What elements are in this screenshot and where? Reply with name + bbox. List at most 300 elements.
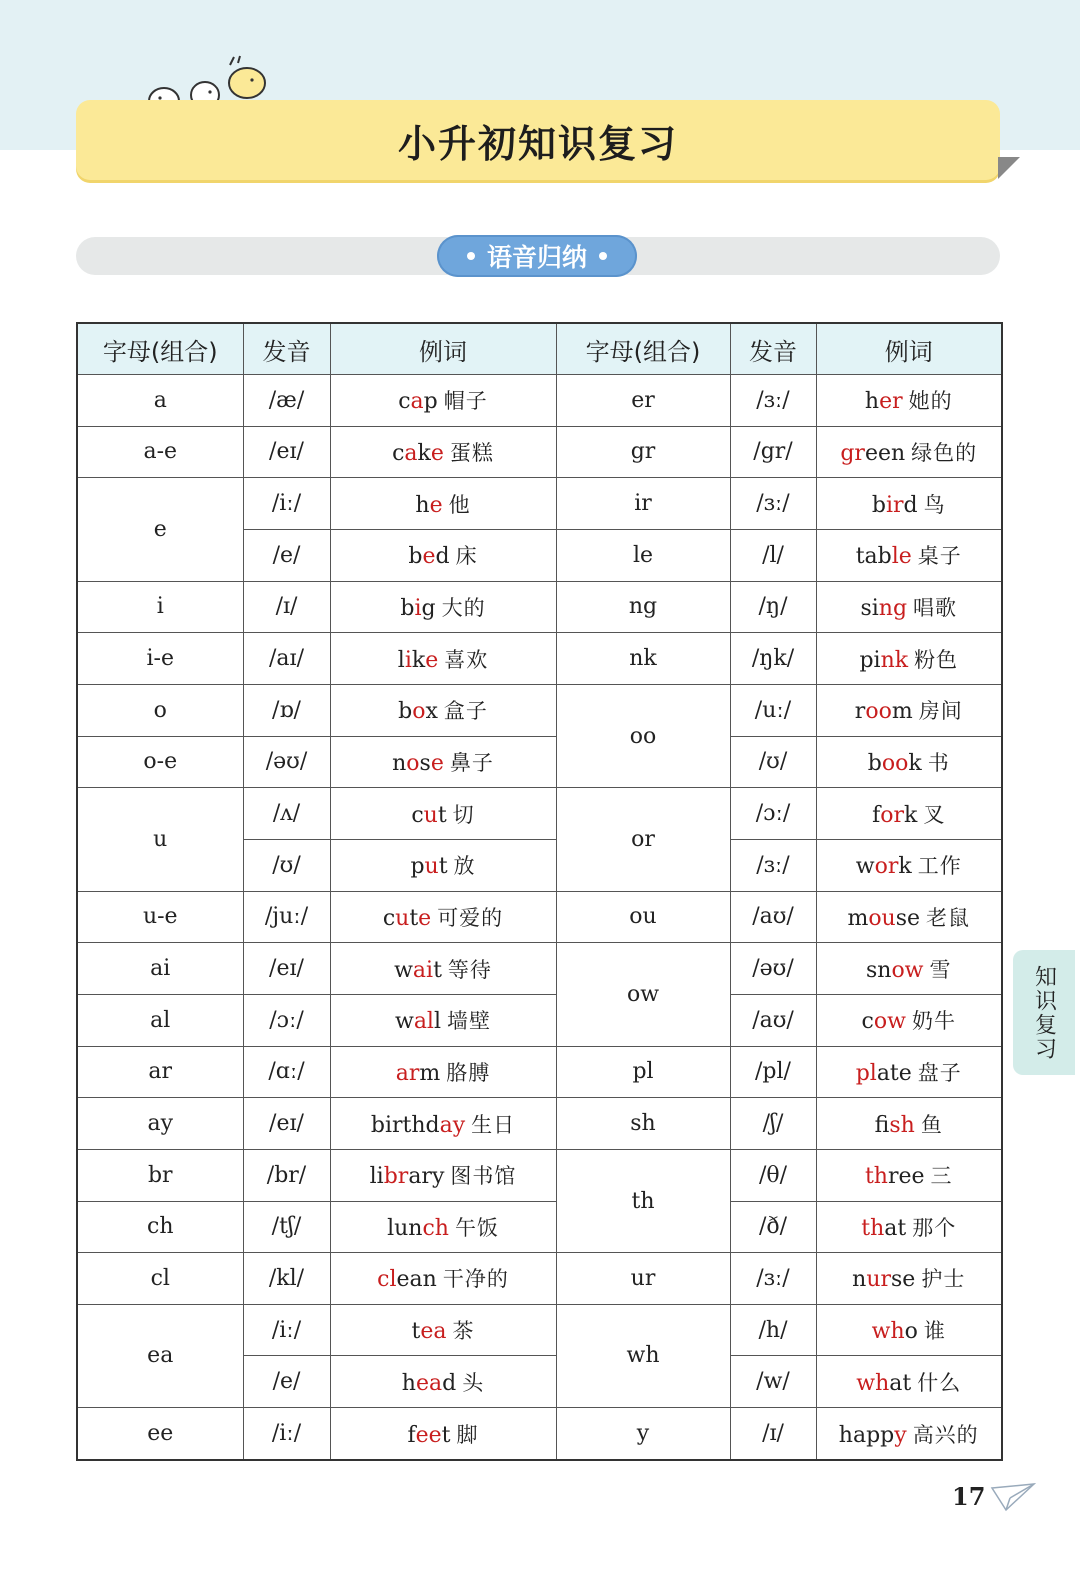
word-part: s [419,750,431,776]
example-word-cell [816,1408,1002,1460]
word-highlight: e [430,750,444,776]
example-word-cell [816,1304,1002,1356]
word-translation: 工作 [917,854,962,879]
phonetic-cell: /eɪ/ [243,943,330,995]
table-row [77,1098,1002,1150]
phonetic-cell: /eɪ/ [243,1098,330,1150]
letter-cell: ay [77,1098,243,1150]
letter-cell: oo [556,684,730,787]
table-row [77,891,1002,943]
phonetic-cell: /e/ [243,529,330,581]
example-word-cell [816,839,1002,891]
banner-fold-corner [998,157,1020,179]
word-part: b [867,750,882,776]
word-highlight: ch [422,1215,449,1241]
table-row [77,788,1002,840]
example-word-cell [330,529,556,581]
phonetic-cell: /tʃ/ [243,1201,330,1253]
table-body [77,375,1002,1461]
example-word-cell [330,684,556,736]
word-part: t [409,905,419,931]
phonetic-cell: /ʊ/ [730,736,816,788]
word-part: r [854,699,866,725]
letter-cell: th [556,1149,730,1252]
word-highlight: wh [856,1370,890,1396]
word-part: d [903,492,918,518]
word-highlight: le [891,544,912,570]
word-highlight: ow [873,1009,906,1035]
phonetic-cell: /br/ [243,1149,330,1201]
word-part: c [861,1009,874,1035]
word-highlight: or [880,802,905,828]
column-header-sound: 发音 [243,323,330,375]
word-part: een [864,440,906,466]
word-translation: 午饭 [454,1215,499,1240]
example-word-cell [330,581,556,633]
word-part: sn [865,957,892,983]
word-part: t [438,854,448,880]
word-highlight: e [425,647,439,673]
word-part: c [392,440,405,466]
section-title-pill [437,235,637,277]
word-part: o [904,1319,918,1345]
table-row [77,1408,1002,1460]
letter-cell: ai [77,943,243,995]
word-part: ary [408,1164,445,1190]
word-part: h [401,1370,416,1396]
word-translation: 可爱的 [437,905,504,930]
table-row [77,1201,1002,1253]
phonetic-cell: /juː/ [243,891,330,943]
phonetic-cell: /eɪ/ [243,426,330,478]
word-translation: 高兴的 [912,1422,979,1447]
word-part: h [864,389,880,415]
word-translation: 鼻子 [449,750,494,775]
word-highlight: cl [377,1267,397,1293]
example-word-cell [816,943,1002,995]
word-part: ean [396,1267,437,1293]
word-highlight: ur [866,1267,892,1293]
example-word-cell [816,684,1002,736]
word-part: t [411,1319,421,1345]
word-highlight: u [424,854,439,880]
word-part: n [392,750,407,776]
word-part: b [400,595,415,621]
table-row [77,1149,1002,1201]
word-part: c [382,905,396,931]
word-translation: 书 [927,750,950,775]
word-highlight: th [864,1164,888,1190]
word-part: at [889,1370,912,1396]
word-part: se [891,1267,916,1293]
word-highlight: e [430,440,444,466]
word-part: k [898,854,912,880]
letter-cell: gr [556,426,730,478]
word-translation: 叉 [923,802,946,827]
letter-cell: u [77,788,243,891]
word-highlight: ir [885,492,904,518]
example-word-cell [330,1201,556,1253]
word-part: m [419,1060,441,1086]
example-word-cell [816,633,1002,685]
example-word-cell [816,1253,1002,1305]
word-part: d [442,1370,457,1396]
word-highlight: y [894,1422,907,1448]
word-translation: 干净的 [442,1267,509,1292]
word-highlight: gr [840,440,865,466]
letter-cell: i-e [77,633,243,685]
word-part: f [407,1422,416,1448]
phonetic-cell: /kl/ [243,1253,330,1305]
letter-cell: pl [556,1046,730,1098]
phonetic-cell: /ɔː/ [243,994,330,1046]
paper-plane-icon [990,1482,1036,1514]
example-word-cell [330,1253,556,1305]
word-translation: 脚 [456,1422,479,1447]
word-translation: 鸟 [923,492,946,517]
word-translation: 雪 [929,957,952,982]
example-word-cell [330,1098,556,1150]
word-part: b [871,492,886,518]
word-translation: 大的 [441,595,486,620]
phonetic-cell: /ɪ/ [243,581,330,633]
letter-cell: ow [556,943,730,1046]
word-translation: 什么 [917,1370,962,1395]
table-row [77,1304,1002,1356]
word-translation: 喜欢 [444,647,489,672]
word-part: m [847,905,869,931]
phonetic-cell: /ɔː/ [730,788,816,840]
example-word-cell [330,891,556,943]
table-row [77,994,1002,1046]
word-highlight: u [423,802,438,828]
table-row [77,581,1002,633]
word-part: se [895,905,921,931]
example-word-cell [816,1201,1002,1253]
word-highlight: ai [412,957,434,983]
letter-cell: cl [77,1253,243,1305]
word-part: x [425,699,438,725]
word-translation: 老鼠 [926,905,971,930]
word-highlight: oo [881,750,909,776]
word-part: h [415,492,430,518]
example-word-cell [330,478,556,530]
phonetic-cell: /e/ [243,1356,330,1408]
word-translation: 鱼 [920,1112,943,1137]
word-translation: 茶 [452,1319,475,1344]
letter-cell: i [77,581,243,633]
column-header-sound: 发音 [730,323,816,375]
phonetic-cell: /əʊ/ [730,943,816,995]
word-highlight: br [383,1164,409,1190]
example-word-cell [330,839,556,891]
word-part: ree [887,1164,925,1190]
word-part: k [411,647,426,673]
word-highlight: i [414,595,422,621]
side-tab [1013,950,1075,1075]
word-translation: 谁 [923,1319,946,1344]
letter-cell: al [77,994,243,1046]
example-word-cell [330,1304,556,1356]
example-word-cell [816,478,1002,530]
column-header-letter: 字母(组合) [556,323,730,375]
word-translation: 蛋糕 [449,440,494,465]
column-header-example: 例词 [816,323,1002,375]
phonetic-cell: /iː/ [243,1408,330,1460]
phonetic-cell: /ɑː/ [243,1046,330,1098]
word-translation: 三 [930,1164,953,1189]
word-translation: 墙壁 [447,1009,492,1034]
word-part: pi [859,647,881,673]
phonetic-cell: /iː/ [243,1304,330,1356]
word-translation: 盒子 [443,699,488,724]
word-translation: 放 [453,854,476,879]
example-word-cell [816,994,1002,1046]
letter-cell: ur [556,1253,730,1305]
word-highlight: th [861,1215,885,1241]
word-part: p [410,854,425,880]
word-part: f [872,802,881,828]
phonetic-cell: /aʊ/ [730,994,816,1046]
letter-cell: o [77,684,243,736]
phonetic-cell: /gr/ [730,426,816,478]
word-part: at [884,1215,907,1241]
word-translation: 粉色 [914,647,959,672]
side-tab-label: 知识复习 [1031,964,1057,1061]
word-highlight: ng [878,595,908,621]
example-word-cell [816,788,1002,840]
word-part: l [433,1009,442,1035]
example-word-cell [330,943,556,995]
word-highlight: ee [415,1422,442,1448]
word-part: c [398,389,411,415]
example-word-cell [330,375,556,427]
word-translation: 图书馆 [450,1164,517,1189]
word-translation: 头 [462,1370,485,1395]
word-translation: 那个 [912,1215,957,1240]
example-word-cell [816,1098,1002,1150]
word-part: t [437,802,447,828]
word-part: happ [838,1422,895,1448]
word-translation: 桌子 [917,544,962,569]
word-translation: 护士 [921,1267,966,1292]
word-highlight: ea [415,1370,443,1396]
word-highlight: e [429,492,443,518]
word-translation: 绿色的 [911,440,978,465]
example-word-cell [330,788,556,840]
word-translation: 等待 [447,957,492,982]
word-part: w [855,854,875,880]
phonetic-cell: /iː/ [243,478,330,530]
letter-cell: or [556,788,730,891]
word-part: ate [876,1060,912,1086]
example-word-cell [330,736,556,788]
phonetic-cell: /h/ [730,1304,816,1356]
word-part: birthd [370,1112,440,1138]
letter-cell: ch [77,1201,243,1253]
example-word-cell [330,426,556,478]
word-part: k [908,750,922,776]
word-part: b [398,699,413,725]
phonetic-cell: /əʊ/ [243,736,330,788]
letter-cell: ee [77,1408,243,1460]
word-highlight: ou [868,905,896,931]
phonetic-cell: /aɪ/ [243,633,330,685]
word-translation: 床 [455,544,478,569]
word-part: t [441,1422,451,1448]
word-part: l [397,647,405,673]
word-highlight: ea [420,1319,447,1345]
table-header-row [77,323,1002,375]
letter-cell: wh [556,1304,730,1407]
phonetic-cell: /θ/ [730,1149,816,1201]
letter-cell: le [556,529,730,581]
phonetic-cell: /ð/ [730,1201,816,1253]
example-word-cell [330,633,556,685]
letter-cell: ng [556,581,730,633]
word-highlight: ay [439,1112,466,1138]
phonetic-cell: /ɪ/ [730,1408,816,1460]
table-row [77,943,1002,995]
word-part: g [421,595,436,621]
word-highlight: er [879,389,903,415]
word-highlight: nk [880,647,909,673]
word-highlight: e [418,905,432,931]
title-banner [76,100,1000,180]
word-translation: 奶牛 [911,1009,956,1034]
phonetic-cell: /pl/ [730,1046,816,1098]
word-translation: 盘子 [917,1060,962,1085]
phonetic-cell: /ʌ/ [243,788,330,840]
word-translation: 帽子 [443,389,488,414]
phonetic-cell: /ɜː/ [730,1253,816,1305]
phonics-table [76,322,1003,1461]
word-translation: 房间 [918,699,963,724]
example-word-cell [816,581,1002,633]
word-part: m [891,699,913,725]
table-row [77,375,1002,427]
word-highlight: a [404,440,418,466]
example-word-cell [816,891,1002,943]
word-highlight: wh [871,1319,905,1345]
phonetic-cell: /ŋk/ [730,633,816,685]
phonetic-cell: /l/ [730,529,816,581]
word-part: n [852,1267,867,1293]
example-word-cell [816,375,1002,427]
letter-cell: a-e [77,426,243,478]
phonetic-cell: /uː/ [730,684,816,736]
word-highlight: oo [865,699,892,725]
letter-cell: nk [556,633,730,685]
phonetic-cell: /ɜː/ [730,375,816,427]
example-word-cell [330,1408,556,1460]
table-row [77,478,1002,530]
example-word-cell [816,736,1002,788]
word-part: t [433,957,442,983]
word-highlight: i [404,647,412,673]
column-header-letter: 字母(组合) [77,323,243,375]
word-highlight: or [874,854,899,880]
phonetic-cell: /ɜː/ [730,478,816,530]
word-highlight: al [413,1009,434,1035]
example-word-cell [330,994,556,1046]
example-word-cell [816,1149,1002,1201]
letter-cell: ea [77,1304,243,1407]
section-title: 语音归纳 [486,243,587,272]
example-word-cell [330,1046,556,1098]
example-word-cell [816,529,1002,581]
phonetic-cell: /æ/ [243,375,330,427]
word-part: lun [387,1215,423,1241]
word-highlight: u [395,905,410,931]
letter-cell: u-e [77,891,243,943]
example-word-cell [816,426,1002,478]
word-translation: 切 [452,802,475,827]
letter-cell: ir [556,478,730,530]
letter-cell: y [556,1408,730,1460]
word-translation: 胳膊 [446,1060,491,1085]
word-part: k [417,440,431,466]
example-word-cell [330,1149,556,1201]
word-highlight: ar [395,1060,420,1086]
column-header-example: 例词 [330,323,556,375]
word-part: d [435,544,450,570]
word-part: fi [874,1112,890,1138]
word-highlight: ow [891,957,924,983]
table-row [77,1253,1002,1305]
word-part: si [860,595,879,621]
table-row [77,1046,1002,1098]
letter-cell: e [77,478,243,581]
letter-cell: a [77,375,243,427]
phonetic-cell: /ɜː/ [730,839,816,891]
word-part: c [411,802,424,828]
table-row [77,684,1002,736]
word-part: tab [855,544,892,570]
letter-cell: ar [77,1046,243,1098]
example-word-cell [330,1356,556,1408]
phonetic-cell: /aʊ/ [730,891,816,943]
word-translation: 她的 [908,389,953,414]
letter-cell: o-e [77,736,243,788]
word-highlight: o [406,750,420,776]
word-translation: 生日 [471,1112,516,1137]
phonetic-cell: /ʊ/ [243,839,330,891]
table-row [77,426,1002,478]
word-translation: 唱歌 [913,595,958,620]
word-highlight: e [422,544,436,570]
letter-cell: br [77,1149,243,1201]
word-part: li [369,1164,384,1190]
phonetic-cell: /w/ [730,1356,816,1408]
word-part: b [408,544,423,570]
word-highlight: sh [889,1112,915,1138]
word-translation: 他 [448,492,471,517]
word-highlight: a [410,389,424,415]
example-word-cell [816,1046,1002,1098]
table-row [77,633,1002,685]
page-number: 17 [952,1482,986,1511]
letter-cell: sh [556,1098,730,1150]
page-title: 小升初知识复习 [397,121,678,166]
word-highlight: pl [855,1060,877,1086]
word-part: p [423,389,438,415]
word-part: k [904,802,918,828]
letter-cell: er [556,375,730,427]
phonetic-cell: /ŋ/ [730,581,816,633]
word-part: w [394,1009,414,1035]
phonetic-cell: /ʃ/ [730,1098,816,1150]
